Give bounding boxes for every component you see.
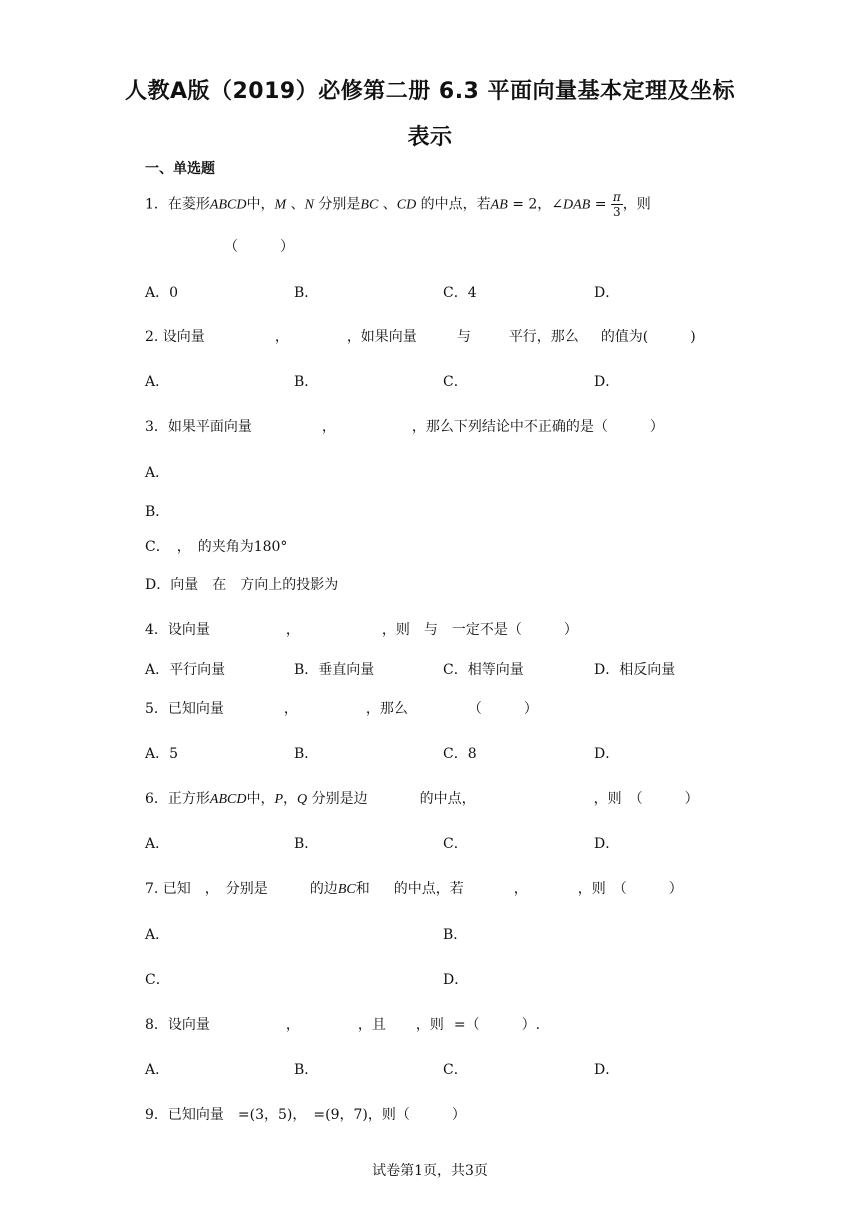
q8-option-b: B． <box>294 1062 319 1078</box>
q4-option-c: C．相等向量 <box>443 662 524 678</box>
q2-option-b: B． <box>294 374 319 390</box>
q1-option-b: B． <box>294 285 319 301</box>
q5-option-a: A．5 <box>145 746 179 762</box>
q7-option-d: D． <box>443 972 469 988</box>
q1-option-a: A．0 <box>145 285 179 301</box>
question-2-stem: 2. 设向量 ， ，如果向量 与 平行，那么 的值为( ) <box>145 329 696 345</box>
q7-option-b: B． <box>443 927 468 943</box>
q7-option-c: C． <box>145 972 170 988</box>
q2-option-c: C． <box>443 374 468 390</box>
q6-option-a: A． <box>145 836 170 852</box>
q2-option-d: D． <box>594 374 620 390</box>
q5-option-b: B． <box>294 746 319 762</box>
question-5-stem: 5．已知向量 ， ，那么 （ ） <box>145 701 538 717</box>
question-6-stem: 6．正方形ABCD中，P，Q 分别是边 的中点， ，则 （ ） <box>145 791 699 807</box>
q8-option-a: A． <box>145 1062 170 1078</box>
q4-option-d: D．相反向量 <box>594 662 676 678</box>
q1-option-d: D． <box>594 285 620 301</box>
q1-option-c: C．4 <box>443 285 477 301</box>
question-8-stem: 8．设向量 ， ，且 ，则 =（ ）. <box>145 1017 541 1033</box>
q5-option-d: D． <box>594 746 620 762</box>
q6-option-c: C． <box>443 836 468 852</box>
page-title-line-1: 人教A版（2019）必修第二册 6.3 平面向量基本定理及坐标 <box>124 79 736 104</box>
q2-option-a: A． <box>145 374 170 390</box>
q7-option-a: A． <box>145 927 170 943</box>
question-9-stem: 9．已知向量 =(3，5)， =(9，7)，则（ ） <box>145 1107 466 1123</box>
question-4-stem: 4．设向量 ， ，则 与 一定不是（ ） <box>145 622 578 638</box>
q6-option-d: D． <box>594 836 620 852</box>
q8-option-c: C． <box>443 1062 468 1078</box>
q3-option-b: B． <box>145 504 170 520</box>
fraction-pi-over-3: $\frac{\pi}{3}$ <box>612 190 621 219</box>
q3-option-c: C． ， 的夹角为180° <box>145 539 288 555</box>
q3-option-d: D．向量 在 方向上的投影为 <box>145 577 339 593</box>
page-title-line-2: 表示 <box>407 125 453 150</box>
section-heading: 一、单选题 <box>145 161 215 177</box>
question-1-paren: （ ） <box>224 239 294 255</box>
q3-option-a: A． <box>145 465 170 481</box>
q8-option-d: D． <box>594 1062 620 1078</box>
q6-option-b: B． <box>294 836 319 852</box>
question-7-stem: 7. 已知 ， 分别是 的边BC和 的中点，若 ， ，则 （ ） <box>145 881 683 897</box>
q5-option-c: C．8 <box>443 746 477 762</box>
page-footer: 试卷第1页，共3页 <box>372 1163 488 1179</box>
q4-option-a: A．平行向量 <box>145 662 226 678</box>
q4-option-b: B．垂直向量 <box>294 662 375 678</box>
question-3-stem: 3．如果平面向量 ， ，那么下列结论中不正确的是（ ） <box>145 419 664 435</box>
question-1-stem: 1．在菱形ABCD中，M 、N 分别是BC 、CD 的中点，若AB = 2，∠DAB = $\frac{\pi}{3}$ ，则 <box>145 190 651 219</box>
